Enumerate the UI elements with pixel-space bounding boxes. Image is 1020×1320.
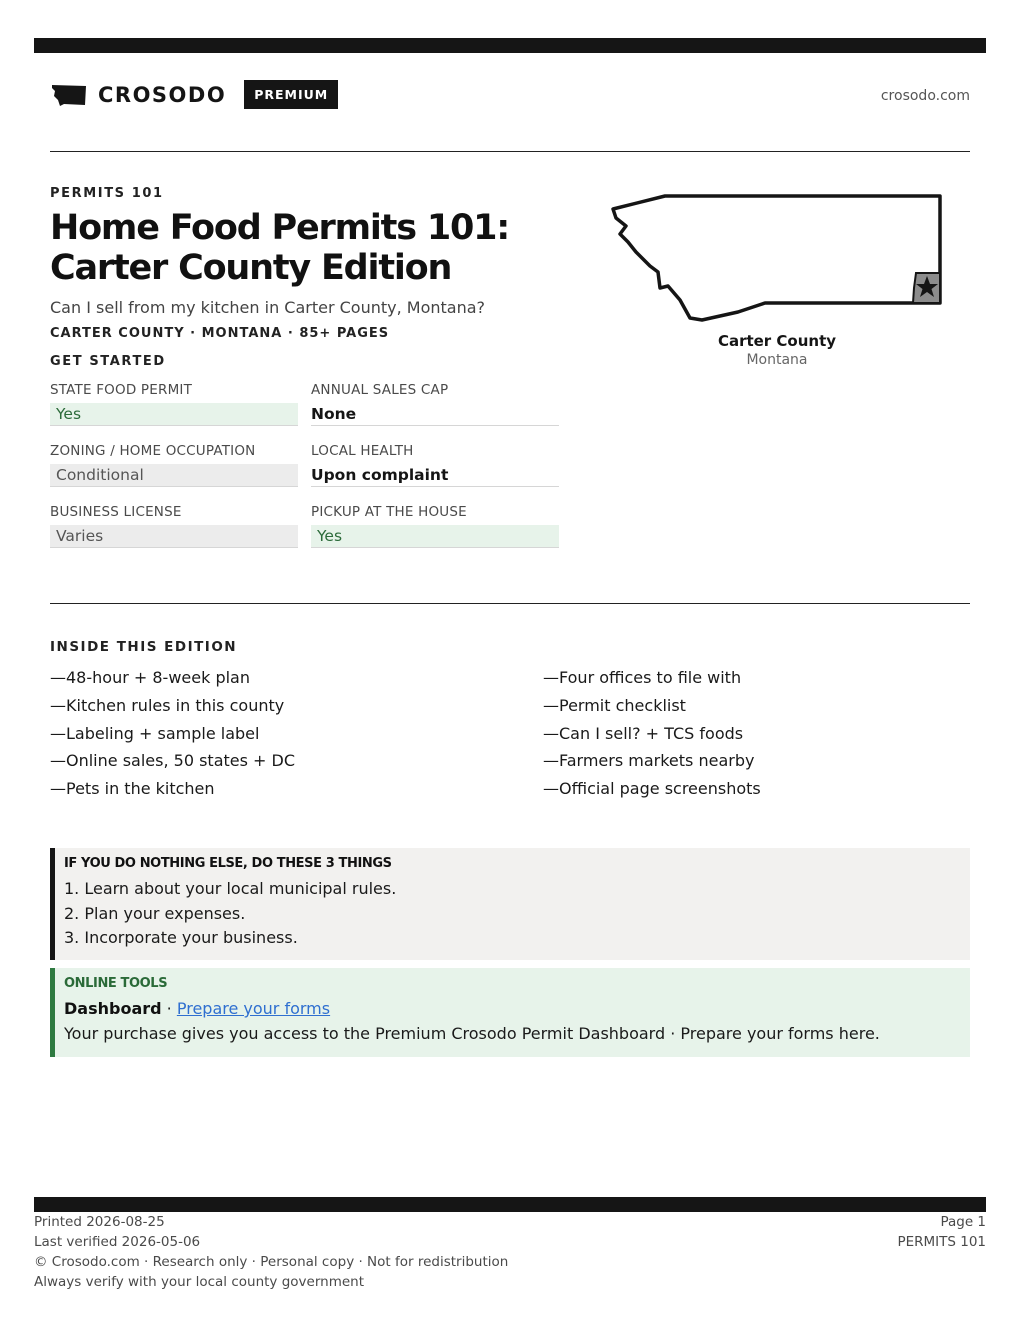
fact-pickup-at-house: [311, 502, 559, 563]
brand-name: CROSODO: [98, 82, 227, 107]
fact-local-health: [311, 441, 559, 502]
dashboard-line: [64, 997, 970, 1022]
fact-label: STATE FOOD PERMIT: [50, 382, 193, 398]
fact-label: ZONING / HOME OCCUPATION: [50, 443, 256, 459]
copyright-notice: © Crosodo.com · Research only · Personal copy · Not for redistribution: [34, 1254, 509, 1270]
online-tools-callout: [50, 968, 970, 1057]
montana-county-map: [610, 190, 946, 325]
fact-value: Yes: [50, 403, 298, 426]
list-item: 3. Incorporate your business.: [64, 928, 298, 947]
top-bar: [34, 38, 986, 53]
list-item: —Can I sell? + TCS foods: [543, 723, 744, 743]
list-item: —Four offices to file with: [543, 668, 742, 687]
premium-badge: PREMIUM: [244, 80, 338, 109]
page-subtitle: Can I sell from my kitchen in Carter County, Montana?: [50, 298, 486, 317]
fact-value: Conditional: [50, 464, 298, 487]
three-things-callout: [50, 848, 970, 960]
list-item: —Farmers markets nearby: [543, 751, 755, 771]
list-item: —Kitchen rules in this county: [50, 695, 285, 715]
fact-label: LOCAL HEALTH: [311, 443, 414, 459]
map-state-name: Montana: [746, 352, 808, 368]
header: [50, 80, 970, 114]
inside-edition-heading: INSIDE THIS EDITION: [50, 639, 238, 655]
verify-note: Always verify with your local county government: [34, 1274, 364, 1290]
separator: ·: [161, 999, 177, 1018]
list-item: —Online sales, 50 states + DC: [50, 751, 296, 771]
fact-annual-sales-cap: [311, 380, 559, 441]
printed-date: Printed 2026-08-25: [34, 1214, 165, 1230]
footer-right: [897, 1212, 986, 1252]
montana-outline: [613, 196, 940, 320]
callout-title: ONLINE TOOLS: [64, 976, 168, 991]
section-divider: [50, 603, 970, 604]
quick-facts-grid: [50, 380, 559, 563]
section-eyebrow: PERMITS 101: [50, 186, 164, 201]
map-caption: [677, 332, 877, 368]
verified-date: Last verified 2026-05-06: [34, 1234, 201, 1250]
fact-value: Varies: [50, 525, 298, 548]
montana-state-icon: [50, 82, 88, 108]
footer-bar: [34, 1197, 986, 1212]
footer-left: [34, 1212, 508, 1292]
brand-logo[interactable]: [50, 80, 338, 109]
page-number: Page 1: [940, 1214, 986, 1230]
contents-list-right: [543, 664, 761, 803]
get-started-heading: GET STARTED: [50, 354, 166, 369]
fact-label: PICKUP AT THE HOUSE: [311, 504, 467, 520]
list-item: 1. Learn about your local municipal rules.: [64, 879, 397, 898]
site-url[interactable]: crosodo.com: [880, 88, 970, 104]
list-item: —Official page screenshots: [543, 779, 761, 799]
fact-value: None: [311, 403, 559, 426]
fact-label: BUSINESS LICENSE: [50, 504, 182, 520]
list-item: 2. Plan your expenses.: [64, 903, 246, 923]
map-county-name: Carter County: [717, 332, 837, 350]
page-title: Home Food Permits 101: Carter County Edition: [50, 208, 510, 288]
online-tools-body: Your purchase gives you access to the Premium Crosodo Permit Dashboard · Prepare your forms here.: [64, 1023, 880, 1043]
fact-business-license: [50, 502, 298, 563]
fact-value: Yes: [311, 525, 559, 548]
edition-meta: CARTER COUNTY · MONTANA · 85+ PAGES: [50, 326, 390, 341]
list-item: —Permit checklist: [543, 695, 686, 715]
list-item: —48-hour + 8-week plan: [50, 668, 250, 687]
header-divider: [50, 151, 970, 152]
footer-section: PERMITS 101: [897, 1234, 986, 1250]
fact-state-food-permit: [50, 380, 298, 441]
fact-label: ANNUAL SALES CAP: [311, 382, 449, 398]
list-item: —Pets in the kitchen: [50, 779, 215, 799]
fact-zoning: [50, 441, 298, 502]
callout-title: IF YOU DO NOTHING ELSE, DO THESE 3 THINGS: [64, 856, 392, 871]
prepare-forms-link[interactable]: Prepare your forms: [176, 999, 331, 1018]
dashboard-label: Dashboard: [64, 999, 162, 1018]
list-item: —Labeling + sample label: [50, 723, 260, 743]
fact-value: Upon complaint: [311, 464, 559, 487]
contents-list-left: [50, 664, 295, 803]
